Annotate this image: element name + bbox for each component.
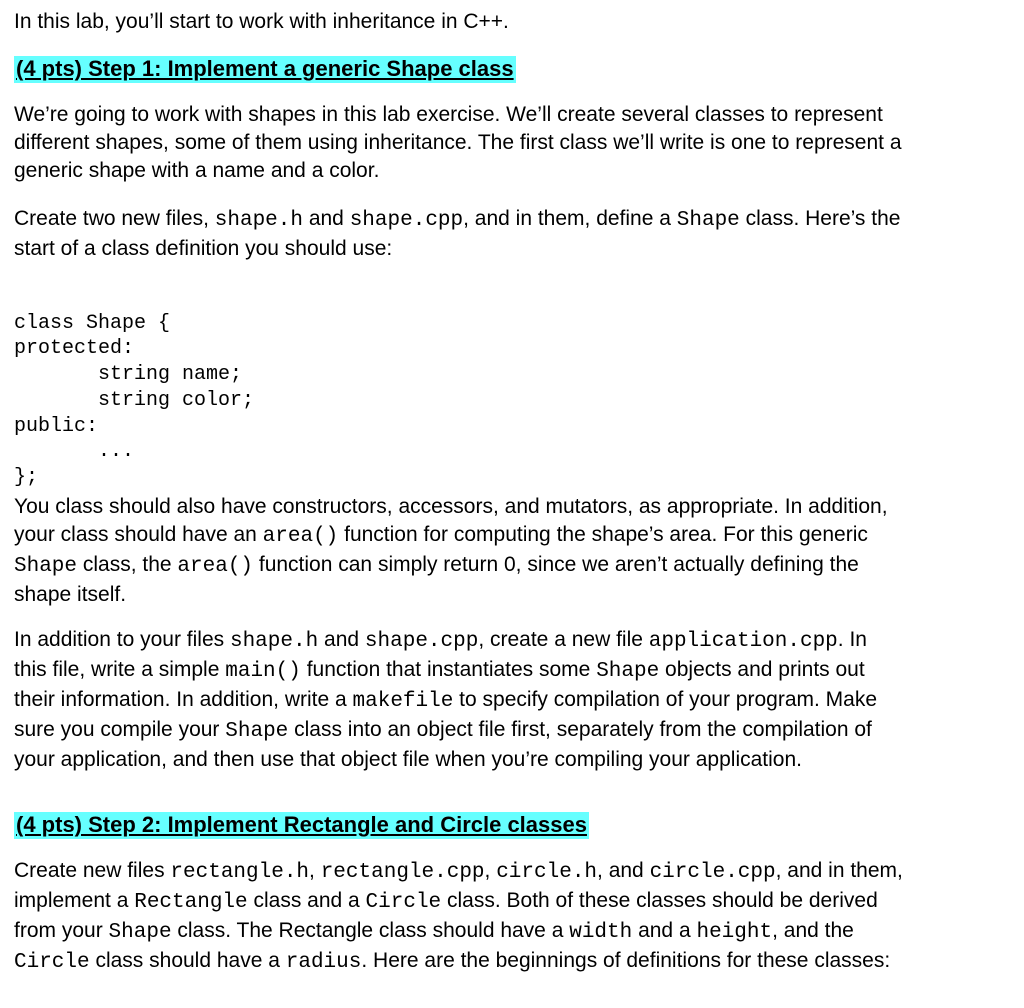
text-run: sure you compile your <box>14 718 226 741</box>
text-line <box>14 521 1004 551</box>
text-run: class. The Rectangle class should have a <box>171 919 570 942</box>
text-line <box>14 656 1004 686</box>
text-run: their information. In addition, write a <box>14 688 353 711</box>
text-line <box>14 551 1004 581</box>
text-line <box>14 205 1004 235</box>
code-term: Rectangle <box>134 891 248 914</box>
code-term: shape.h <box>214 209 303 232</box>
code-line: class Shape { <box>14 311 171 335</box>
text-run: function for computing the shape’s area. For this generic <box>338 523 868 546</box>
text-run: , create a new file <box>478 628 649 651</box>
code-term: Shape <box>225 720 289 743</box>
text-run: , and <box>597 859 650 882</box>
text-run: . Here are the beginnings of definitions for these classes: <box>361 949 891 972</box>
step1-paragraph-4 <box>14 626 1004 774</box>
text-run: . In <box>837 628 867 651</box>
text-run: , and in them, <box>775 859 903 882</box>
text-run: , and the <box>772 919 854 942</box>
code-term: width <box>569 921 633 944</box>
text-line: shape itself. <box>14 583 127 606</box>
text-run: to specify compilation of your program. Make <box>453 688 878 711</box>
code-line: }; <box>14 465 39 489</box>
code-line: protected: <box>14 337 135 361</box>
code-term: rectangle.h <box>170 861 310 884</box>
text-run: this file, write a simple <box>14 658 226 681</box>
step1-paragraph-2 <box>14 205 1004 263</box>
code-term: radius <box>285 951 362 974</box>
text-run: and <box>302 207 350 230</box>
text-line: different shapes, some of them using inheritance. The first class we’ll write is one to represent a <box>14 131 902 154</box>
text-run: In addition to your files <box>14 628 230 651</box>
text-line <box>14 626 1004 656</box>
code-term: circle.cpp <box>649 861 776 884</box>
step1-heading: (4 pts) Step 1: Implement a generic Shape class <box>16 56 514 81</box>
code-line: string color; <box>14 388 255 412</box>
text-run: , <box>309 859 321 882</box>
text-line: your application, and then use that object file when you’re compiling your application. <box>14 748 802 771</box>
code-term: Shape <box>596 660 660 683</box>
intro-sentence: In this lab, you’ll start to work with inheritance in C++. <box>14 10 509 33</box>
step1-paragraph-3 <box>14 493 1004 609</box>
code-term: shape.cpp <box>349 209 464 232</box>
text-line <box>14 857 1004 887</box>
text-run: implement a <box>14 889 135 912</box>
text-run: class and a <box>247 889 366 912</box>
text-run: and <box>318 628 365 651</box>
code-term: circle.h <box>496 861 598 884</box>
step1-heading-row <box>14 56 1004 84</box>
code-term: Circle <box>14 951 90 974</box>
code-term: application.cpp <box>648 630 838 653</box>
code-term: Shape <box>676 209 740 232</box>
step2-heading: (4 pts) Step 2: Implement Rectangle and Circle classes <box>16 812 587 837</box>
code-line: string name; <box>14 363 243 387</box>
text-run: from your <box>14 919 109 942</box>
code-term: makefile <box>352 690 454 713</box>
code-block <box>14 285 254 516</box>
text-run: class should have a <box>89 949 286 972</box>
code-term: Shape <box>14 555 78 578</box>
text-line <box>14 887 1004 917</box>
text-run: class, the <box>77 553 178 576</box>
text-run: and a <box>632 919 697 942</box>
text-line <box>14 917 1004 947</box>
text-line: You class should also have constructors, accessors, and mutators, as appropriate. In addition, <box>14 495 888 518</box>
text-line: We’re going to work with shapes in this lab exercise. We’ll create several classes to represent <box>14 103 883 126</box>
code-term: shape.cpp <box>364 630 479 653</box>
code-term: rectangle.cpp <box>320 861 485 884</box>
text-run: class into an object file first, separately from the compilation of <box>288 718 872 741</box>
text-line: generic shape with a name and a color. <box>14 159 380 182</box>
text-run: , and in them, define a <box>463 207 677 230</box>
text-run: objects and prints out <box>659 658 865 681</box>
text-run: function can simply return 0, since we aren’t actually defining the <box>253 553 859 576</box>
code-term: shape.h <box>229 630 319 653</box>
text-line <box>14 716 1004 746</box>
intro-text <box>14 8 1004 36</box>
text-line <box>14 947 1004 977</box>
code-line: ... <box>14 440 135 464</box>
step2-paragraph <box>14 857 1004 977</box>
code-term: area() <box>177 555 254 578</box>
text-run: Create two new files, <box>14 207 215 230</box>
code-term: main() <box>225 660 301 683</box>
text-run: function that instantiates some <box>300 658 597 681</box>
text-run: Create new files <box>14 859 171 882</box>
code-term: Circle <box>365 891 442 914</box>
text-run: your class should have an <box>14 523 263 546</box>
code-line: public: <box>14 414 99 438</box>
text-line <box>14 686 1004 716</box>
step2-heading-row <box>14 812 1004 840</box>
text-run: , <box>484 859 497 882</box>
code-term: Shape <box>108 921 172 944</box>
text-line: start of a class definition you should use: <box>14 237 393 260</box>
text-run: class. Here’s the <box>739 207 901 230</box>
code-term: height <box>696 921 773 944</box>
code-term: area() <box>262 525 339 548</box>
text-run: class. Both of these classes should be derived <box>441 889 878 912</box>
step1-paragraph-1 <box>14 101 1004 185</box>
